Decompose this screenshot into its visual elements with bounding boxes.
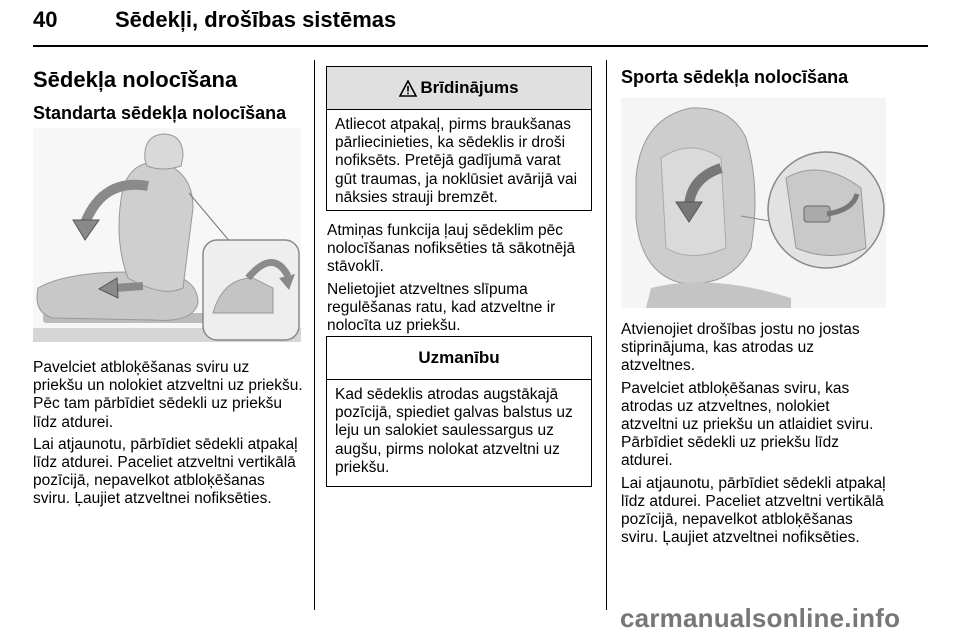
page-heading: Sēdekļa nolocīšana: [33, 67, 238, 92]
middle-paragraph-1: Atmiņas funkcija ļauj sēdeklim pēc nolocīšanas nofiksēties tā sākotnējā stāvoklī.: [327, 222, 576, 276]
caution-box: [326, 336, 592, 487]
warning-header: [327, 67, 591, 110]
warning-title: Brīdinājums: [420, 78, 519, 97]
caution-title: Uzmanību: [418, 348, 500, 367]
standard-seat-subheading: Standarta sēdekļa nolocīšana: [33, 103, 287, 123]
middle-paragraph-2: Nelietojiet atzveltnes slīpuma regulēšanas ratu, kad atzveltne ir nolocīta uz priekšu.: [327, 280, 556, 335]
caution-text: Kad sēdeklis atrodas augstākajā pozīcijā, spiediet galvas balstus uz leju un salokiet saulessargus uz augšu, pirms nolokat atzveltni uz priekšu.: [335, 386, 573, 476]
page-header: [33, 5, 928, 45]
middle-text: [327, 222, 595, 335]
right-column-heading: [621, 66, 891, 88]
warning-text: Atliecot atpakaļ, pirms braukšanas pārliecinieties, ka sēdeklis ir droši nofiksēts. Pretējā gadījumā varat gūt traumas, ja noklūsiet avārijā vai nāksies strauji bremzēt.: [335, 116, 578, 206]
caution-header: [327, 337, 591, 380]
left-paragraph-1: Pavelciet atbloķēšanas sviru uz priekšu un nolokiet atzveltni uz priekšu. Pēc tam pārbīdiet sēdekli uz priekšu līdz atdurei.: [33, 359, 303, 431]
column-divider-right: [606, 60, 607, 610]
sport-seat-subheading: Sporta sēdekļa nolocīšana: [621, 67, 849, 87]
right-paragraph-1: Atvienojiet drošības jostu no jostas stiprinājuma, kas atrodas uz atzveltnes.: [621, 321, 860, 375]
right-paragraph-2: Pavelciet atbloķēšanas sviru, kas atrodas uz atzveltnes, nolokiet atzveltni uz priekšu un atlaidiet sviru. Pārbīdiet sēdekli uz priekšu līdz atdurei.: [621, 379, 874, 470]
left-paragraph-2: Lai atjaunotu, pārbīdiet sēdekli atpakaļ līdz atdurei. Paceliet atzveltni vertikālā pozīcijā, nepavelkot atbloķēšanas sviru. Ļaujiet atzveltnei nofiksēties.: [33, 435, 298, 508]
right-text: [621, 321, 889, 547]
left-column: [33, 66, 303, 124]
header-rule: [33, 45, 928, 47]
left-text: [33, 359, 303, 509]
watermark: carmanualsonline.info: [620, 603, 901, 633]
warning-box: [326, 66, 592, 211]
sport-seat-illustration: [621, 98, 886, 308]
right-paragraph-3: Lai atjaunotu, pārbīdiet sēdekli atpakaļ līdz atdurei. Paceliet atzveltni vertikālā pozīcijā, nepavelkot atbloķēšanas sviru. Ļaujiet atzveltnei nofiksēties.: [621, 474, 886, 547]
warning-triangle-icon: [399, 80, 417, 97]
column-divider-left: [314, 60, 315, 610]
page-number: 40: [33, 7, 58, 32]
section-title: Sēdekļi, drošības sistēmas: [115, 7, 397, 32]
standard-seat-illustration: [33, 128, 301, 342]
